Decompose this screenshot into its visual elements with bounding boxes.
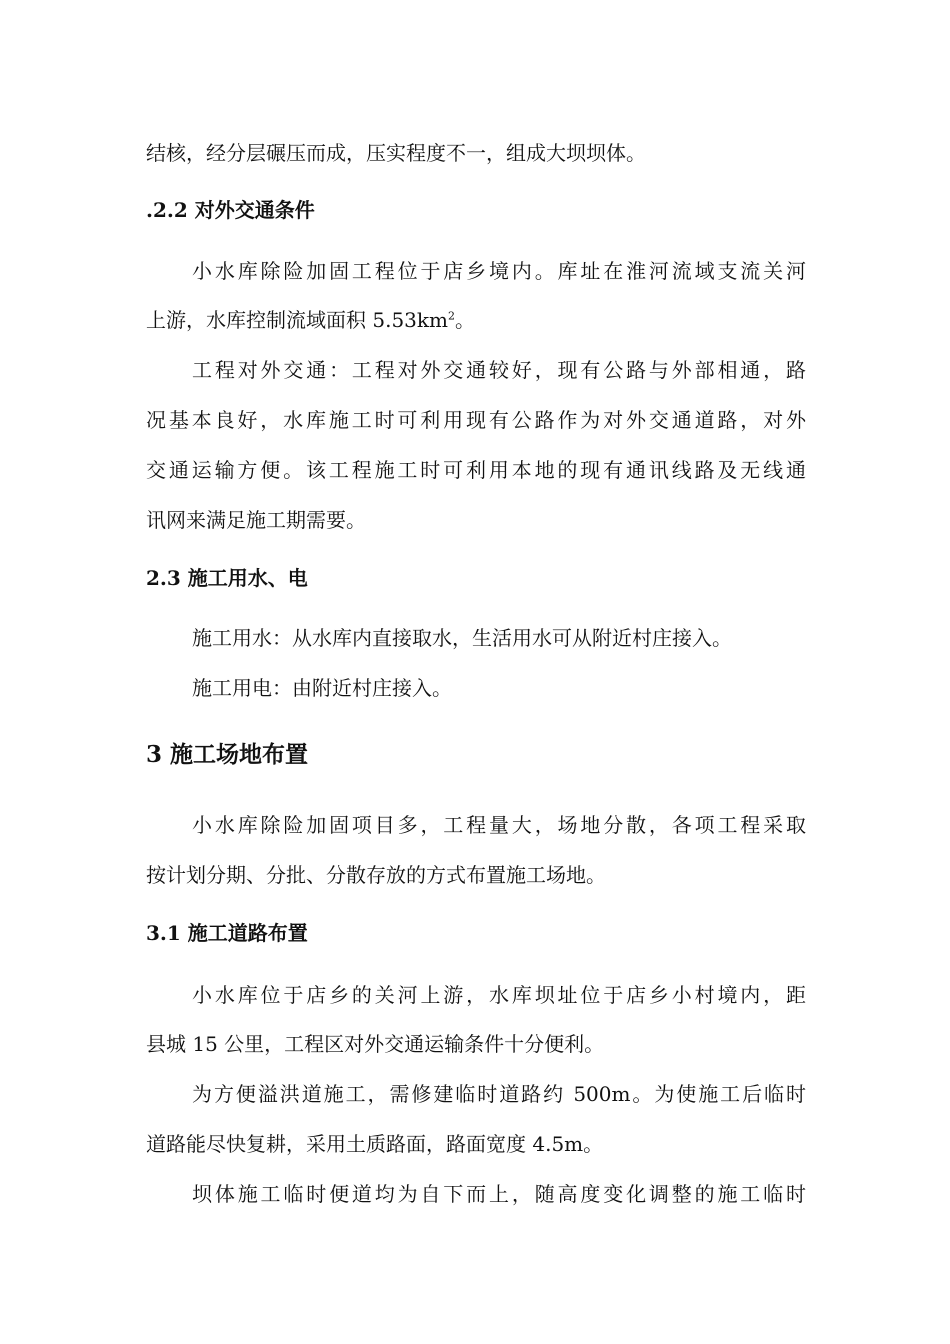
paragraph-line: 工程对外交通：工程对外交通较好，现有公路与外部相通，路 <box>192 358 806 382</box>
paragraph-line: 坝体施工临时便道均为自下而上，随高度变化调整的施工临时 <box>192 1182 806 1206</box>
section-heading-2-2: .2.2 对外交通条件 <box>146 198 315 222</box>
section-heading-2-3: 2.3 施工用水、电 <box>146 566 308 590</box>
paragraph-line: 按计划分期、分批、分散存放的方式布置施工场地。 <box>146 863 606 887</box>
paragraph-line: 结核，经分层碾压而成，压实程度不一，组成大坝坝体。 <box>146 141 646 165</box>
paragraph-line: 施工用电：由附近村庄接入。 <box>192 676 452 700</box>
paragraph-line: 道路能尽快复耕，采用土质路面，路面宽度 4.5m。 <box>146 1132 604 1156</box>
text-span: 上游，水库控制流域面积 5.53km <box>146 308 448 332</box>
paragraph-line: 小水库除险加固工程位于店乡境内。库址在淮河流域支流关河 <box>192 259 806 283</box>
section-heading-3-1: 3.1 施工道路布置 <box>146 921 308 945</box>
paragraph-line: 县城 15 公里，工程区对外交通运输条件十分便利。 <box>146 1032 605 1056</box>
paragraph-line: 讯网来满足施工期需要。 <box>146 508 366 532</box>
text-span: 。 <box>454 308 475 332</box>
chapter-heading-3: 3 施工场地布置 <box>146 741 309 768</box>
superscript: 2 <box>447 309 455 323</box>
paragraph-line: 施工用水：从水库内直接取水，生活用水可从附近村庄接入。 <box>192 626 732 650</box>
paragraph-line: 况基本良好，水库施工时可利用现有公路作为对外交通道路，对外 <box>146 408 806 432</box>
paragraph-line: 小水库除险加固项目多，工程量大，场地分散，各项工程采取 <box>192 813 806 837</box>
paragraph-line <box>146 307 806 333</box>
paragraph-line: 为方便溢洪道施工，需修建临时道路约 500m。为使施工后临时 <box>192 1082 806 1106</box>
paragraph-line: 交通运输方便。该工程施工时可利用本地的现有通讯线路及无线通 <box>146 458 806 482</box>
paragraph-line: 小水库位于店乡的关河上游，水库坝址位于店乡小村境内，距 <box>192 983 806 1007</box>
